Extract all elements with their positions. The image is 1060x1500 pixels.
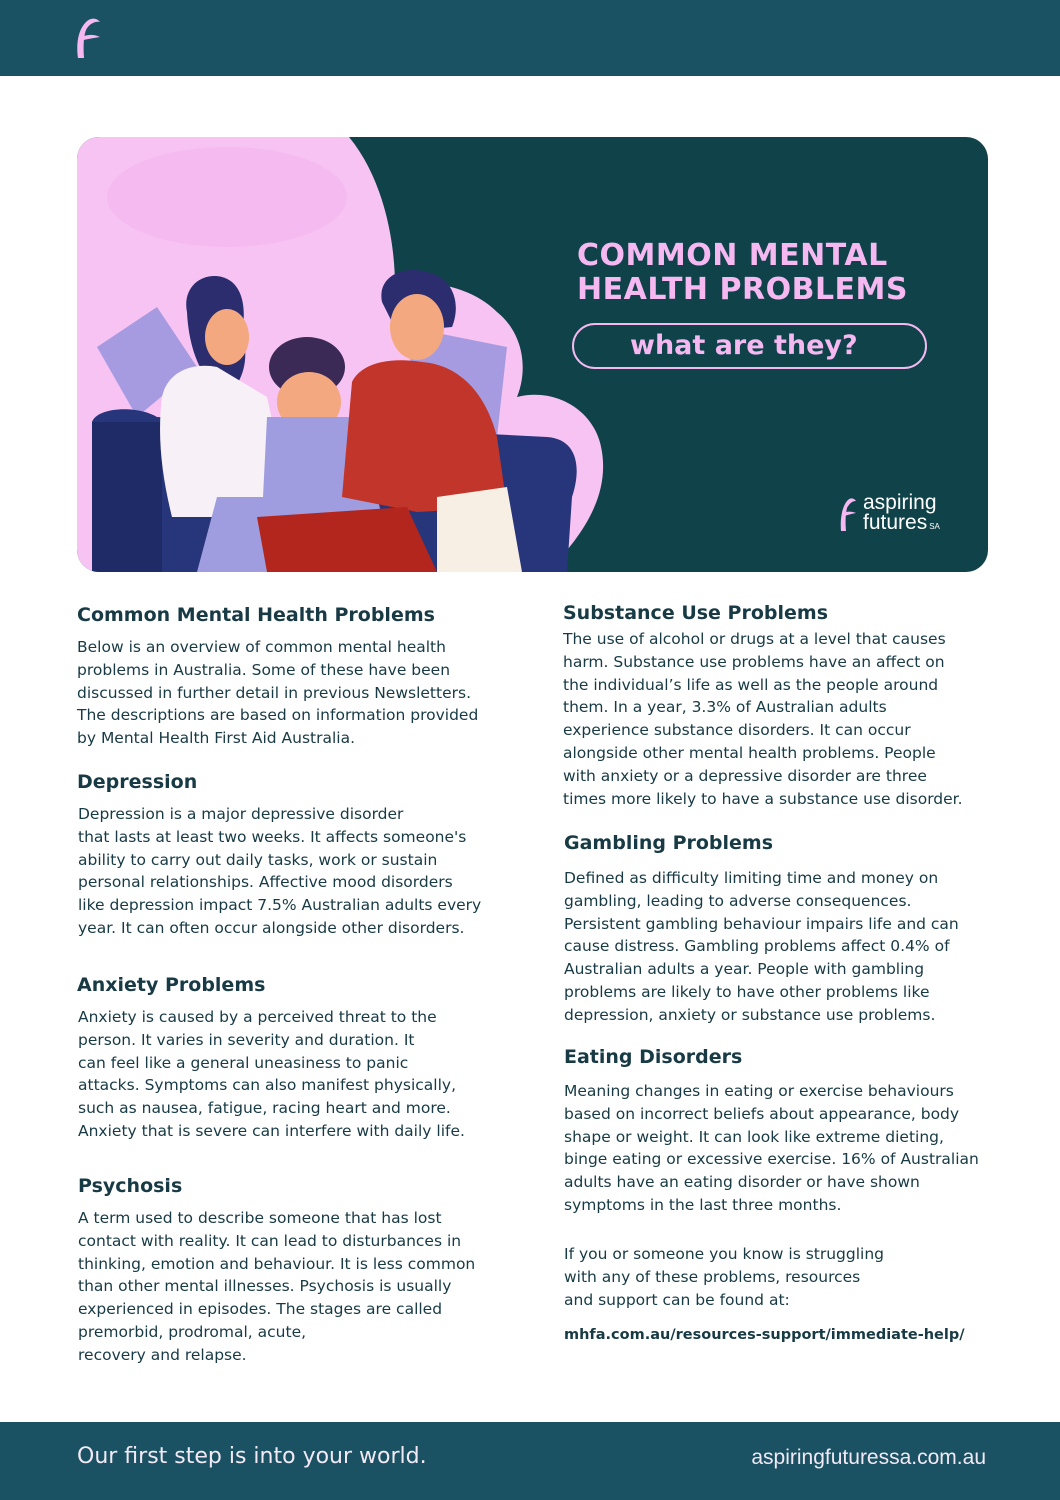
substance-text [563,628,963,810]
text-line: Australian adults a year. People with gambling [564,960,925,979]
hero-subtitle-pill [572,323,927,369]
anxiety-text [78,1006,465,1143]
psychosis-text [78,1207,475,1367]
text-line: times more likely to have a substance use disorder. [563,789,963,808]
text-line: with any of these problems, resources [564,1267,861,1286]
footer-bar [0,1422,1060,1500]
text-line: The use of alcohol or drugs at a level that causes [563,630,946,648]
text-line: and support can be found at: [564,1290,790,1309]
text-line: contact with reality. It can lead to disturbances in [78,1231,462,1250]
text-line: If you or someone you know is struggling [564,1245,885,1263]
text-line: Anxiety that is severe can interfere with daily life. [78,1121,465,1140]
eating-text [564,1080,979,1217]
brand-f-icon [837,495,857,533]
substance-heading: Substance Use Problems [563,602,829,624]
text-line: attacks. Symptoms can also manifest physically, [78,1076,457,1095]
text-line: by Mental Health First Aid Australia. [77,729,356,748]
text-line: The descriptions are based on information provided [77,706,479,725]
hero-banner [77,137,988,572]
hero-title-line2: HEALTH PROBLEMS [577,272,909,307]
brand-wordmark [863,493,940,537]
text-line: Anxiety is caused by a perceived threat to the [78,1008,437,1026]
text-line: that lasts at least two weeks. It affects someone's [78,827,467,846]
brand-suffix: SA [929,522,940,531]
hero-title [577,239,967,307]
text-line: gambling, leading to adverse consequences. [564,891,912,910]
text-line: year. It can often occur alongside other disorders. [78,918,465,937]
text-line: problems are likely to have other problems like [564,982,930,1001]
intro-text [77,636,478,750]
text-line: Meaning changes in eating or exercise behaviours [564,1082,954,1100]
intro-heading: Common Mental Health Problems [77,604,435,626]
brand-line2: futures [863,511,928,534]
text-line: recovery and relapse. [78,1345,247,1364]
text-line: discussed in further detail in previous Newsletters. [77,683,472,702]
psychosis-heading: Psychosis [78,1175,183,1197]
text-line: such as nausea, fatigue, racing heart and more. [78,1099,451,1118]
footer-tagline: Our first step is into your world. [77,1444,427,1469]
text-line: alongside other mental health problems. People [563,743,936,762]
header-bar [0,0,1060,76]
text-line: binge eating or excessive exercise. 16% of Australian [564,1150,979,1169]
text-line: the individual’s life as well as the people around [563,675,939,694]
text-line: person. It varies in severity and duration. It [78,1030,415,1049]
anxiety-heading: Anxiety Problems [77,974,266,996]
text-line: than other mental illnesses. Psychosis is usually [78,1277,452,1296]
aspiring-futures-logo-icon [70,14,104,62]
text-line: A term used to describe someone that has lost [78,1209,442,1227]
help-link[interactable]: mhfa.com.au/resources-support/immediate-help/ [564,1327,965,1343]
hero-subtitle: what are they? [630,330,858,361]
text-line: can feel like a general uneasiness to panic [78,1053,409,1072]
brand-logo [837,493,967,539]
eating-heading: Eating Disorders [564,1046,743,1068]
gambling-heading: Gambling Problems [564,832,774,854]
text-line: adults have an eating disorder or have shown [564,1173,920,1192]
text-line: thinking, emotion and behaviour. It is less common [78,1254,476,1273]
text-line: cause distress. Gambling problems affect 0.4% of [564,937,950,956]
help-text [564,1243,884,1311]
text-line: personal relationships. Affective mood disorders [78,873,453,892]
text-line: experienced in episodes. The stages are called [78,1300,443,1319]
footer-website-link[interactable]: aspiringfuturessa.com.au [751,1446,986,1469]
text-line: Below is an overview of common mental health [77,638,446,656]
text-line: experience substance disorders. It can occur [563,721,911,740]
text-line: depression, anxiety or substance use problems. [564,1005,936,1024]
text-line: Persistent gambling behaviour impairs life and can [564,914,959,933]
text-line: premorbid, prodromal, acute, [78,1322,307,1341]
text-line: harm. Substance use problems have an affect on [563,652,945,671]
hero-title-line1: COMMON MENTAL [577,238,888,273]
text-line: them. In a year, 3.3% of Australian adults [563,698,887,717]
gambling-text [564,867,959,1027]
text-line: shape or weight. It can look like extreme dieting, [564,1127,944,1146]
text-line: Depression is a major depressive disorder [78,805,404,823]
depression-heading: Depression [77,771,198,793]
text-line: symptoms in the last three months. [564,1195,842,1214]
text-line: based on incorrect beliefs about appearance, body [564,1104,960,1123]
text-line: like depression impact 7.5% Australian adults every [78,896,482,915]
text-line: with anxiety or a depressive disorder are three [563,766,927,785]
brand-line1: aspiring [863,491,937,514]
depression-text [78,803,481,940]
text-line: problems in Australia. Some of these have been [77,660,451,679]
text-line: ability to carry out daily tasks, work or sustain [78,850,438,869]
text-line: Defined as difficulty limiting time and money on [564,869,939,887]
